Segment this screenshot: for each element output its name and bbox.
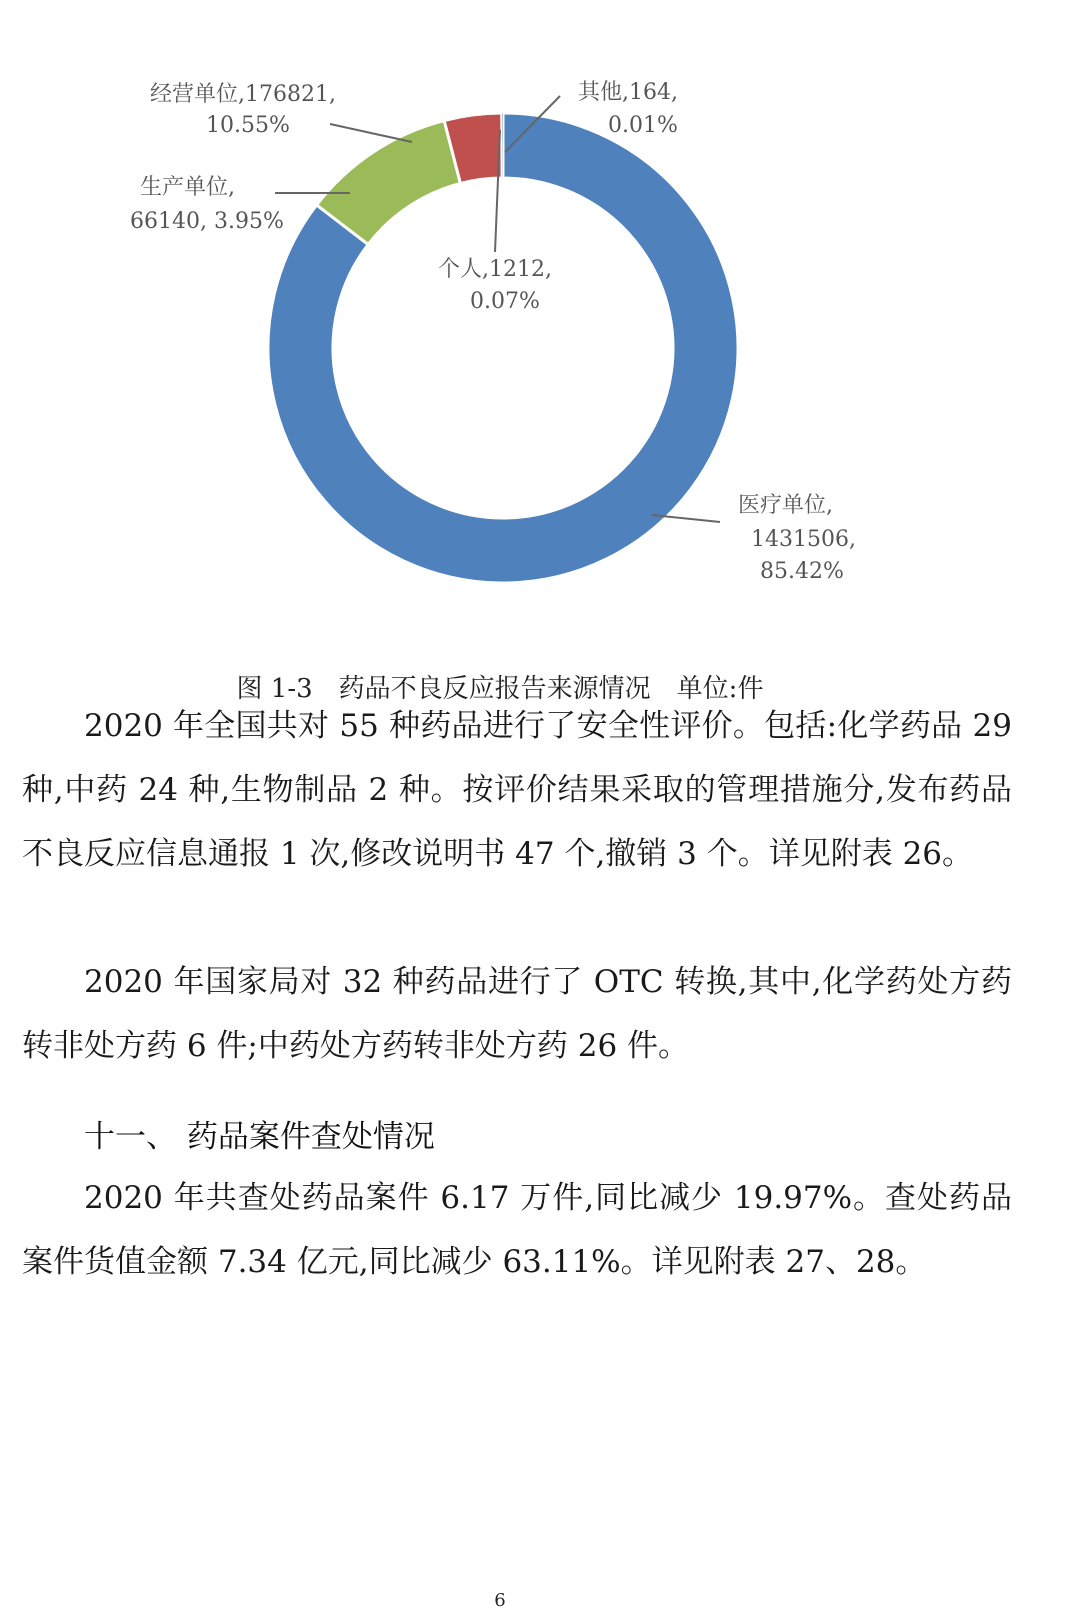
data-label-medical: 1431506,: [751, 527, 856, 552]
donut-chart: [0, 0, 1080, 640]
section-heading: 十一、 药品案件查处情况: [84, 1119, 435, 1155]
leader-line-distributor: [330, 124, 412, 142]
data-label-manufacturer: 生产单位,: [140, 175, 235, 200]
donut-chart-svg: [0, 0, 1080, 640]
data-label-distributor: 经营单位,176821,: [150, 82, 336, 107]
data-label-individual: 个人,1212,: [438, 257, 552, 282]
figure-caption: 图 1-3 药品不良反应报告来源情况 单位:件: [236, 674, 764, 704]
data-label-other: 其他,164,: [578, 80, 678, 105]
paragraph-safety-evaluation: 2020 年全国共对 55 种药品进行了安全性评价。包括:化学药品 29 种,中药 24 种,生物制品 2 种。按评价结果采取的管理措施分,发布药品不良反应信息通报 1 次,修改说明书 47 个,撤销 3 个。详见附表 26。: [22, 708, 1012, 872]
data-label-manufacturer: 66140, 3.95%: [130, 209, 284, 234]
data-label-medical: 医疗单位,: [738, 493, 833, 518]
data-label-individual: 0.07%: [470, 289, 540, 314]
paragraph-case-investigation: 2020 年共查处药品案件 6.17 万件,同比减少 19.97%。查处药品案件货值金额 7.34 亿元,同比减少 63.11%。详见附表 27、28。: [22, 1180, 1012, 1280]
page-number: 6: [494, 1590, 506, 1611]
data-label-other: 0.01%: [608, 113, 678, 138]
data-label-medical: 85.42%: [760, 559, 844, 584]
data-label-distributor: 10.55%: [206, 113, 290, 138]
paragraph-otc-conversion: 2020 年国家局对 32 种药品进行了 OTC 转换,其中,化学药处方药转非处方药 6 件;中药处方药转非处方药 26 件。: [22, 964, 1012, 1064]
